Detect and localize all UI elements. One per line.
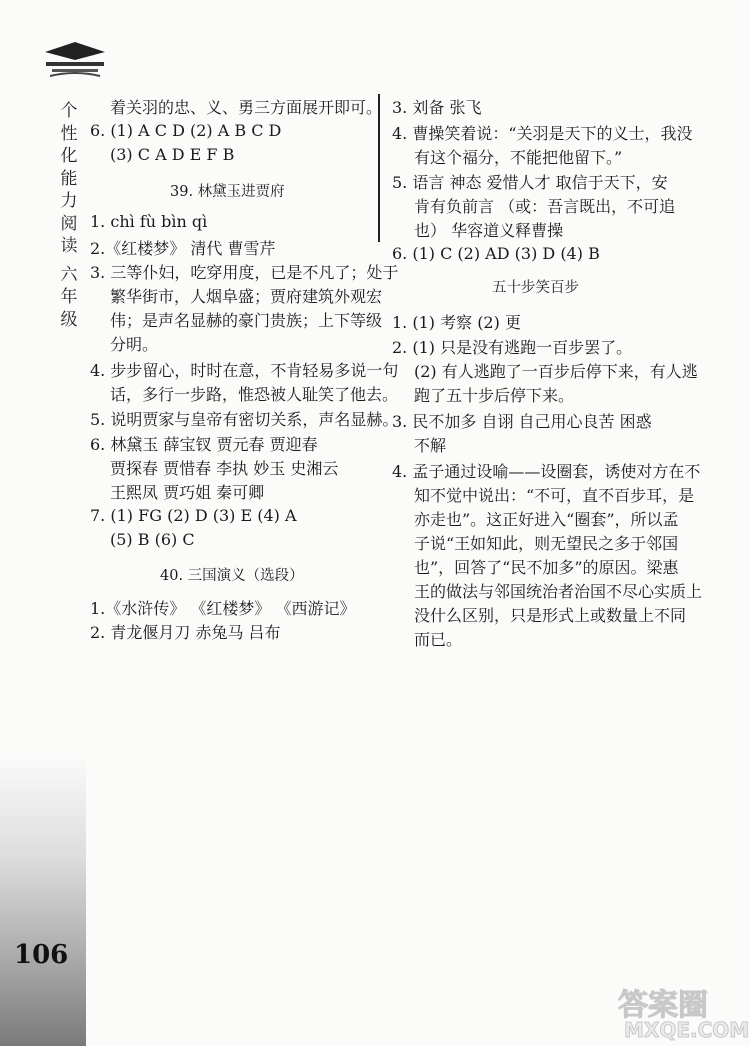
answer-line: 有这个福分，不能把他留下。” — [414, 148, 623, 167]
answer-line: 也） 华容道义释曹操 — [414, 221, 564, 240]
answer-line: 王熙凤 贾巧姐 秦可卿 — [110, 483, 265, 502]
answer-line: 2.《红楼梦》 清代 曹雪芹 — [90, 239, 276, 258]
answer-line: 6. (1) C (2) AD (3) D (4) B — [392, 244, 600, 263]
answer-line: (5) B (6) C — [110, 530, 195, 549]
answer-line: 跑了五十步后停下来。 — [414, 386, 575, 405]
answer-line: 也”，回答了“民不加多”的原因。梁惠 — [414, 558, 679, 577]
answer-line: 没什么区别，只是形式上或数量上不同 — [414, 606, 687, 625]
watermark-text: 答案圈 — [618, 988, 708, 1023]
answer-line: 5. 说明贾家与皇帝有密切关系，声名显赫。 — [90, 410, 399, 429]
answer-line: 6. 林黛玉 薛宝钗 贾元春 贾迎春 — [90, 435, 318, 454]
answer-line: 伟；是声名显赫的豪门贵族；上下等级 — [110, 311, 383, 330]
answer-line: 2. (1) 只是没有逃跑一百步罢了。 — [392, 338, 633, 357]
answer-line: 5. 语言 神态 爱惜人才 取信于天下，安 — [392, 173, 668, 192]
answer-line: 4. 孟子通过设喻——设圈套，诱使对方在不 — [392, 462, 701, 481]
watermark-domain: MXQE.COM — [624, 1018, 750, 1042]
answer-line: 1.《水浒传》 《红楼梦》 《西游记》 — [90, 599, 356, 618]
section-heading-39: 39. 林黛玉进贾府 — [170, 184, 285, 200]
answer-line: 子说“王如知此，则无望民之多于邻国 — [414, 534, 679, 553]
answer-line: 亦走也”。这正好进入“圈套”，所以孟 — [414, 510, 679, 529]
page-number: 106 — [14, 940, 69, 970]
answer-line: 3. 三等仆妇，吃穿用度，已是不凡了；处于 — [90, 263, 399, 282]
answer-line: 贾探春 贾惜春 李执 妙玉 史湘云 — [110, 459, 339, 478]
answer-line: 不解 — [414, 436, 447, 455]
answer-line: 4. 曹操笑着说：“关羽是天下的义士，我没 — [392, 124, 693, 143]
answer-line: 肯有负前言 （或：吾言既出，不可追 — [414, 197, 676, 216]
answer-line: (3) C A D E F B — [110, 145, 235, 164]
answer-line: (2) 有人逃跑了一百步后停下来，有人逃 — [414, 362, 698, 381]
answer-line: 话，多行一步路，惟恐被人耻笑了他去。 — [110, 385, 399, 404]
answer-line: 4. 步步留心，时时在意，不肯轻易多说一句 — [90, 361, 399, 380]
answer-line: 而已。 — [414, 630, 463, 649]
answer-line: 着关羽的忠、义、勇三方面展开即可。 — [110, 98, 383, 117]
answer-line: 王的做法与邻国统治者治国不尽心实质上 — [414, 582, 703, 601]
answer-line: 1. (1) 考察 (2) 更 — [392, 313, 521, 332]
answer-line: 6. (1) A C D (2) A B C D — [90, 121, 282, 140]
answer-line: 3. 民不加多 自诩 自己用心良苦 困惑 — [392, 412, 652, 431]
vertical-book-title: 个 性 化 能 力 阅 读 六 年 级 — [60, 101, 78, 330]
answer-line: 3. 刘备 张飞 — [392, 98, 482, 117]
answer-line: 繁华街市，人烟阜盛；贾府建筑外观宏 — [110, 287, 383, 306]
answer-line: 分明。 — [110, 335, 159, 354]
answer-line: 2. 青龙偃月刀 赤兔马 吕布 — [90, 623, 281, 642]
answer-line: 1. chì fù bìn qì — [90, 212, 208, 231]
answer-line: 7. (1) FG (2) D (3) E (4) A — [90, 506, 297, 525]
section-heading-40: 40. 三国演义（选段） — [160, 568, 304, 584]
watermark-logo — [610, 980, 750, 1046]
answer-line: 知不觉中说出：“不可，直不百步耳，是 — [414, 486, 695, 505]
book-logo-icon — [40, 40, 110, 80]
section-heading-wushi: 五十步笑百步 — [492, 280, 579, 296]
